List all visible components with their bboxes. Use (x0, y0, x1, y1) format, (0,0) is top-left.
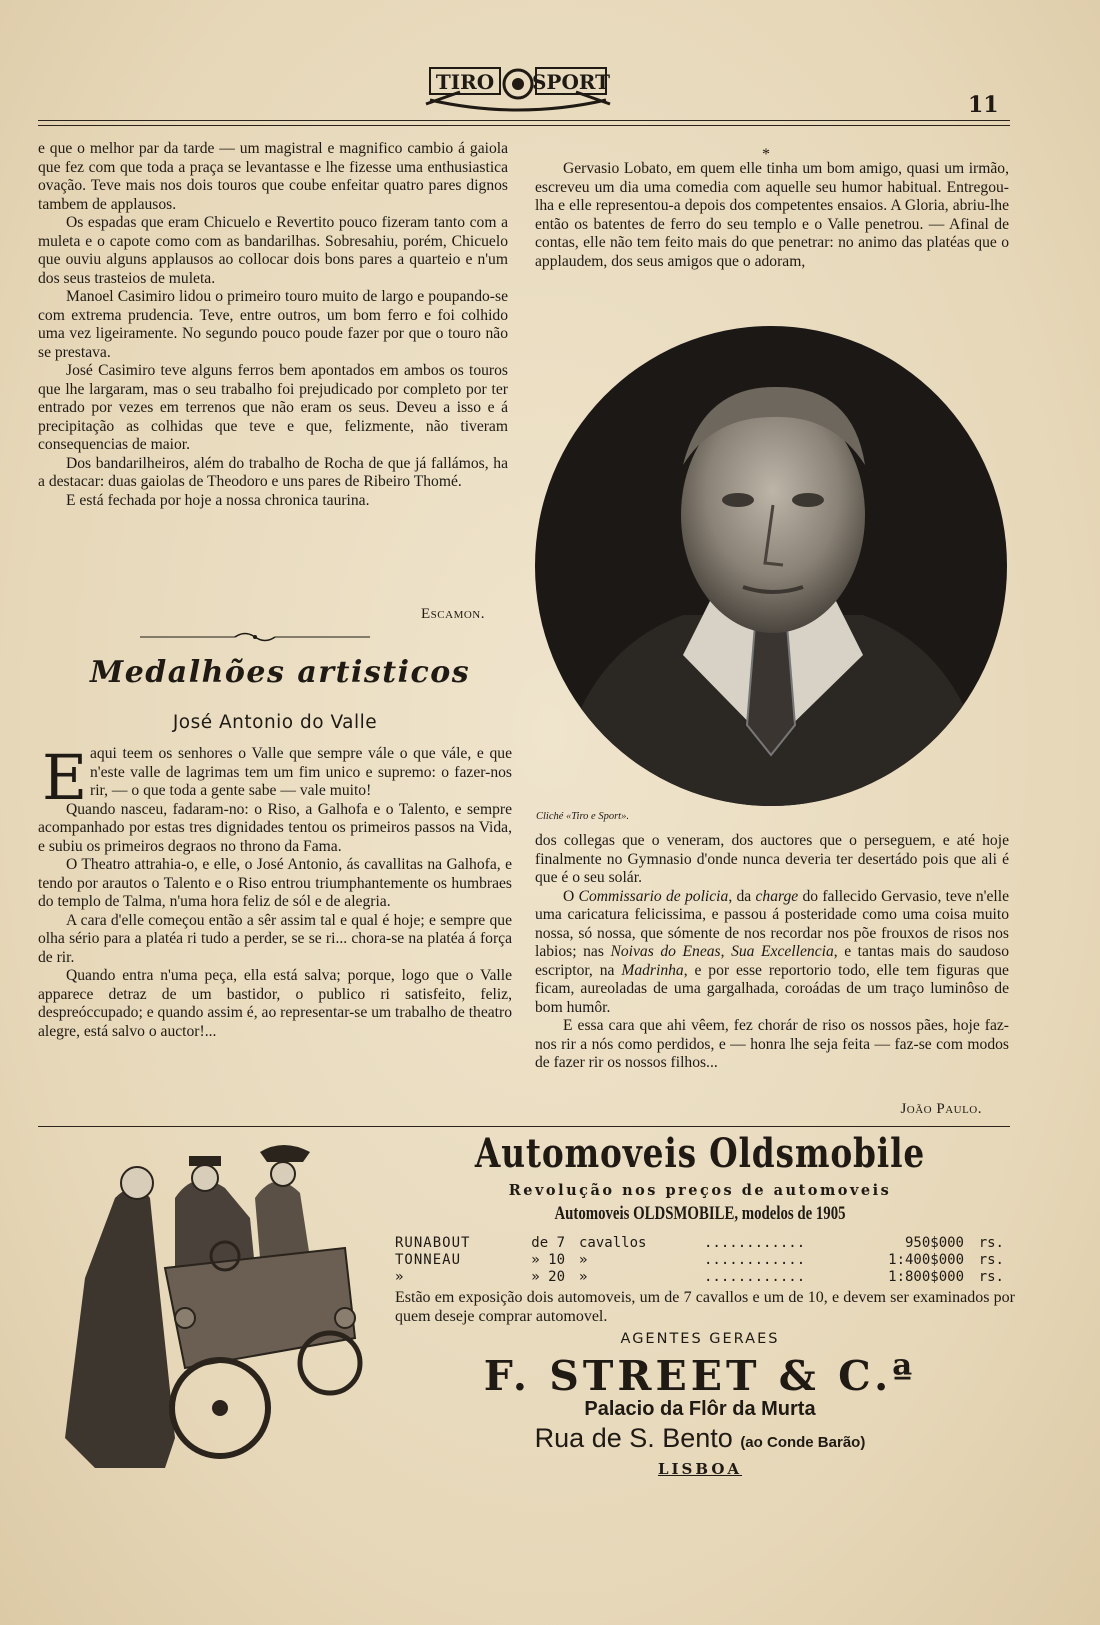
author-signature: João Paulo. (900, 1101, 982, 1117)
paragraph: e que o melhor par da tarde — um magistral e magnifico cambio á gaiola que fez com que toda a praça se levantasse e lhe fizesse uma enthusiastica ovação. Teve mais nos dois touros que coube enfeitar quatro pares dignos tambem de applausos. (38, 140, 508, 213)
model-name: RUNABOUT (395, 1235, 471, 1251)
horsepower: » 10 (531, 1252, 565, 1268)
valle-article-right-top (535, 160, 1009, 271)
section-title: Medalhões artisticos (90, 655, 471, 690)
dropcap-letter: E (42, 741, 88, 814)
paragraph (535, 888, 1009, 1018)
price-row (395, 1235, 1015, 1252)
play-title: Madrinha (621, 961, 684, 979)
text-run: do fallecido Gervasio, teve n'elle uma caricatura felicissima, e passou á posteridade como uma coisa muito nossa, só nossa, que sómente de nos recordar nos põe frouxos de risos nos labios; nas (535, 887, 1009, 960)
paragraph: E essa cara que ahi vêem, fez chorár de riso os nossos pães, hoje faz-nos rir a nós como perdidos, e — honra lhe seja feita — faz-se com modos de fazer rir os nossos filhos... (535, 1017, 1009, 1071)
text-run: O (563, 887, 579, 905)
paragraph: E está fechada por hoje a nossa chronica taurina. (66, 491, 370, 509)
asterisk-separator: * (762, 146, 770, 163)
text-run: , (720, 943, 732, 960)
exhibition-note: Estão em exposição dois automoveis, um de 7 cavallos e um de 10, e devem ser examinados por quem deseje comprar automovel. (395, 1289, 1015, 1325)
street-name: Rua de S. Bento (534, 1423, 733, 1453)
text-run: , da (728, 887, 756, 905)
price: 1:800$000 (888, 1269, 964, 1285)
unit: cavallos (579, 1235, 647, 1251)
logo-right-word: SPORT (531, 70, 611, 94)
price: 950$000 (904, 1235, 964, 1251)
price: 1:400$000 (888, 1252, 964, 1268)
emphasis: charge (755, 887, 799, 905)
model-name: TONNEAU (395, 1252, 462, 1268)
bullfight-chronicle-end (38, 140, 508, 510)
play-title: Sua Excellencia (731, 943, 834, 960)
dot-leader: ............ (704, 1269, 806, 1285)
company-name: F. STREET & C.ª (483, 1352, 917, 1400)
unit: » (579, 1252, 588, 1268)
photo-caption: Cliché «Tiro e Sport». (536, 811, 629, 822)
paragraph: Quando nasceu, fadaram-no: o Riso, a Galhofa e o Talento, e sempre acompanhado por estas tres dignidades tentou os primeiros passos na Vida, e subiu os primeiros degraos no throno da Fama. (38, 800, 512, 855)
model-name: » (395, 1269, 405, 1285)
paragraph: aqui teem os senhores o Valle que sempre vále o que vále, e que n'este valle de lagrimas tem um fim unico e supremo: o fazer-nos rir, — o que toda a gente sabe — vale muito! (90, 745, 512, 799)
car-illustration (55, 1138, 370, 1478)
play-title: Noivas do Eneas (610, 943, 721, 960)
portrait-photo (533, 325, 1010, 807)
paragraph: A cara d'elle começou então a sêr assim tal e qual é hoje; e sempre que olha sério para a platéa ri tudo a perder, se se ri... chora-se na platéa á força de rir. (38, 911, 512, 966)
paragraph: Os espadas que eram Chicuelo e Revertito pouco fizeram tanto com a muleta e o capote como com as bandarilhas. Sobresahiu, porém, Chicuelo que ouviu alguns applausos ao collocar dois bons pares a quarteio e n'um dos seus trasteios de muleta. (38, 214, 508, 287)
unit: » (579, 1269, 588, 1285)
article-subject: José Antonio do Valle (172, 712, 378, 733)
page-number: 11 (968, 92, 999, 118)
valle-article-left (38, 741, 512, 1041)
price-row (395, 1252, 1015, 1269)
price-table (395, 1235, 1015, 1286)
masthead-logo (420, 60, 616, 112)
text-run: , e tantas mais do saudoso escriptor, na (535, 943, 1009, 979)
section-divider-ornament (140, 630, 370, 644)
ad-title: Automoveis Oldsmobile (474, 1130, 926, 1177)
advertisement-rule (38, 1126, 1010, 1127)
paragraph: Manoel Casimiro lidou o primeiro touro muito de largo e poupando-se com extrema prudencia. Teve, entre outros, um bom ferro e foi colhido uma vez ligeiramente. No segundo pouco poude fazer por que o touro não se prestava. (38, 288, 508, 361)
valle-article-right-bottom (535, 832, 1009, 1073)
dot-leader: ............ (704, 1252, 806, 1268)
ad-models-heading: Automoveis OLDSMOBILE, modelos de 1905 (554, 1203, 846, 1224)
city: LISBOA (657, 1460, 743, 1478)
paragraph: Quando entra n'uma peça, ella está salva; porque, logo que o Valle apparece detraz de um bastidor, o publico ri satisfeito, feliz, despreóccupado; e quando assim é, ao representar-se um trabalho de theatro alegre, está salvo o auctor!... (38, 967, 512, 1040)
street-note: (ao Conde Barão) (740, 1434, 866, 1451)
horsepower: » 20 (531, 1269, 565, 1285)
ad-tagline: Revolução nos preços de automoveis (508, 1182, 892, 1199)
author-signature: Escamon. (421, 606, 485, 622)
address-street (390, 1423, 1010, 1454)
horsepower: de 7 (531, 1235, 565, 1251)
logo-text: TIRO SPORT (515, 110, 521, 111)
paragraph: Gervasio Lobato, em quem elle tinha um bom amigo, quasi um irmão, escreveu um dia uma comedia com aquelle seu humor habitual. Entregou-lha e elle representou-a depois dos competentes ensaios. A Gloria, abriu-lhe então os batentes de ferro do seu templo e o Valle penetrou. — Afinal de contas, elle não tem feito mais do que penetrar: no animo das platéas que o applaudem, dos seus amigos que o adoram, (535, 160, 1009, 270)
paragraph: dos collegas que o veneram, dos auctores que o perseguem, e até hoje finalmente no Gymnasio d'onde nunca deveria ter desertádo pois que ali é que é o seu solár. (535, 832, 1009, 886)
address-building: Palacio da Flôr da Murta (584, 1398, 816, 1420)
currency: rs. (978, 1235, 1004, 1251)
text-run: , e por esse reportorio todo, elle tem figuras que ficam, aureoladas de uma gargalhada, coroádas de um traço luminôso de bom humôr. (535, 961, 1009, 1016)
currency: rs. (978, 1269, 1004, 1285)
paragraph: O Theatro attrahia-o, e elle, o José Antonio, ás cavallitas na Galhofa, e tendo por arautos o Talento e o Riso entrou triumphantemente os humbraes do templo de Talma, n'uma hora feliz de sól e de alegria. (38, 856, 512, 910)
agents-label: AGENTES GERAES (620, 1331, 780, 1347)
dot-leader: ............ (704, 1235, 806, 1251)
logo-left-word: TIRO (435, 70, 495, 94)
paragraph: Dos bandarilheiros, além do trabalho de Rocha de que já fallámos, ha a destacar: duas gaiolas de Theodoro e uns pares de Ribeiro Thomé. (38, 454, 508, 490)
header-rule (38, 120, 1010, 126)
play-title: Commissario de policia (578, 887, 729, 905)
price-row (395, 1269, 1015, 1286)
currency: rs. (978, 1252, 1004, 1268)
paragraph: José Casimiro teve alguns ferros bem apontados em ambos os touros que lhe largaram, mas o seu trabalho foi prejudicado por completo por ter entrado por vezes em terrenos que não eram os seus. Deveu a isso e á precipitação as colhidas que teve e que, felizmente, não tiveram consequencias de maior. (38, 362, 508, 453)
